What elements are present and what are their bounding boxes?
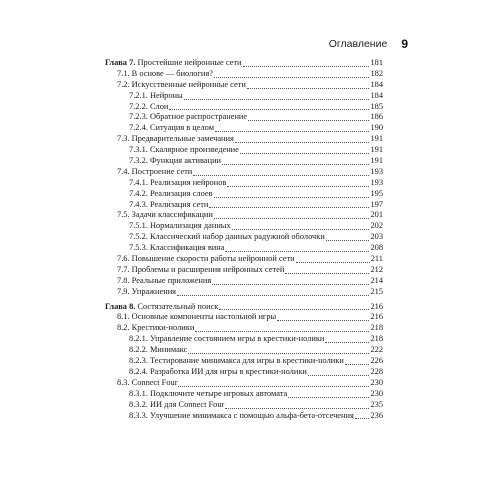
toc-entry: [105, 145, 383, 156]
toc-entry-number: 7.5.: [117, 210, 130, 220]
toc-entry-title: Реальные приложения: [131, 275, 212, 285]
toc-entry: [105, 80, 383, 91]
toc-entry-label: [117, 312, 276, 323]
toc-dot-leader: [325, 336, 369, 343]
toc-dot-leader: [243, 60, 370, 67]
toc-dot-leader: [285, 267, 369, 274]
toc-entry-title: Реализация сети: [149, 199, 209, 209]
toc-entry-label: [117, 323, 194, 334]
toc-chapter-entry: [105, 58, 383, 69]
toc-entry-label: [129, 91, 183, 102]
toc-entry-number: 7.5.2.: [129, 232, 148, 242]
toc-dot-leader: [177, 289, 369, 296]
toc-entry-page: 218: [370, 334, 383, 344]
toc-entry: [105, 134, 383, 145]
toc-entry-page: 216: [370, 312, 383, 322]
toc-entry-title: Основные компоненты настольной игры: [131, 312, 277, 322]
toc-entry-page: 181: [370, 58, 383, 67]
toc-entry-title: Слои: [149, 101, 169, 111]
toc-entry-number: 7.4.3.: [129, 199, 148, 209]
toc-entry-page: 211: [370, 254, 383, 264]
toc-dot-leader: [296, 256, 370, 263]
toc-dot-leader: [215, 125, 369, 132]
toc-dot-leader: [222, 158, 369, 165]
toc-entry-title: Реализация слоев: [149, 188, 213, 198]
toc-dot-leader: [212, 278, 369, 285]
toc-entry-page: 208: [370, 243, 383, 253]
toc-entry-title: Реализация нейронов: [149, 177, 227, 187]
toc-entry-label: [129, 367, 307, 378]
toc-entry-title: Состязательный поиск: [137, 301, 219, 311]
toc-entry-title: Построение сети: [131, 166, 193, 176]
toc-entry-label: [129, 112, 247, 123]
toc-entry: [105, 69, 383, 80]
toc-entry: [105, 167, 383, 178]
toc-entry-page: 185: [370, 101, 383, 111]
toc-entry: [105, 367, 383, 378]
toc-entry-title: Connect Four: [131, 377, 178, 387]
toc-entry-number: 7.3.2.: [129, 156, 148, 166]
toc-entry: [105, 265, 383, 276]
toc-entry-page: 230: [370, 377, 383, 387]
toc-entry-label: [117, 287, 176, 298]
toc-entry-label: [105, 58, 242, 69]
toc-dot-leader: [209, 201, 369, 208]
toc-entry-number: 8.2.3.: [129, 356, 148, 366]
toc-entry-number: Глава 8.: [105, 301, 136, 311]
toc-entry-title: Задачи классификации: [131, 210, 213, 220]
toc-entry-number: 8.2.1.: [129, 334, 148, 344]
toc-dot-leader: [195, 325, 369, 332]
toc-entry-number: 7.1.: [117, 68, 130, 78]
toc-entry-page: 201: [370, 210, 383, 220]
toc-entry-page: 216: [370, 301, 383, 311]
page-number: 9: [401, 37, 408, 51]
running-head-title: Оглавление: [328, 38, 388, 50]
toc-dot-leader: [232, 223, 370, 230]
toc-dot-leader: [225, 245, 369, 252]
toc-entry-label: [129, 243, 224, 254]
toc-entry-title: Повышение скорости работы нейронной сети: [131, 254, 295, 264]
toc-entry-number: 7.2.3.: [129, 112, 148, 122]
toc-entry-page: 222: [370, 345, 383, 355]
toc-entry-title: Функция активации: [149, 156, 222, 166]
toc-entry-page: 215: [370, 286, 383, 296]
toc-dot-leader: [288, 391, 369, 398]
toc-entry-label: [117, 378, 177, 389]
toc-dot-leader: [214, 191, 370, 198]
toc-dot-leader: [227, 180, 369, 187]
toc-entry-label: [129, 400, 224, 411]
toc-entry: [105, 356, 383, 367]
toc-dot-leader: [235, 136, 370, 143]
toc-entry-number: 7.2.4.: [129, 123, 148, 133]
toc-entry-page: 191: [370, 156, 383, 166]
toc-entry-number: 7.3.: [117, 134, 130, 144]
toc-entry-page: 184: [370, 90, 383, 100]
toc-entry-number: 7.4.: [117, 166, 130, 176]
toc-dot-leader: [193, 169, 369, 176]
toc-entry-page: 235: [370, 399, 383, 409]
toc-dot-leader: [169, 103, 369, 110]
toc-entry-label: [129, 200, 208, 211]
toc-entry-label: [117, 134, 234, 145]
toc-entry-label: [117, 210, 213, 221]
toc-entry: [105, 323, 383, 334]
toc-entry-page: 214: [370, 275, 383, 285]
toc-entry-title: Проблемы и расширения нейронных сетей: [131, 264, 285, 274]
toc-entry-page: 228: [370, 366, 383, 376]
toc-dot-leader: [188, 347, 369, 354]
toc-entry-title: Искусственные нейронные сети: [131, 79, 246, 89]
toc-entry-title: Крестики-нолики: [131, 323, 195, 333]
toc-entry: [105, 411, 383, 422]
toc-entry-title: Нейроны: [149, 90, 183, 100]
toc-entry: [105, 221, 383, 232]
toc-entry-page: 182: [370, 68, 383, 78]
toc-entry: [105, 389, 383, 400]
toc-entry-label: [129, 156, 221, 167]
toc-entry-page: 193: [370, 177, 383, 187]
toc-entry-number: 8.3.3.: [129, 410, 148, 420]
toc-entry: [105, 400, 383, 411]
toc-entry-title: Скалярное произведение: [149, 145, 239, 155]
toc-entry-label: [129, 345, 187, 356]
toc-entry-label: [129, 356, 344, 367]
toc-entry-label: [129, 189, 213, 200]
toc-entry-page: 191: [370, 134, 383, 144]
toc-entry-number: 7.3.1.: [129, 145, 148, 155]
toc-entry-label: [129, 411, 354, 422]
toc-entry: [105, 287, 383, 298]
toc-entry-page: 190: [370, 123, 383, 133]
toc-entry-title: Классический набор данных радужной оболочки: [149, 232, 325, 242]
toc-entry: [105, 276, 383, 287]
toc-dot-leader: [184, 93, 370, 100]
toc-entry-title: Разработка ИИ для игры в крестики-нолики: [149, 366, 307, 376]
toc-entry-title: Подключите четыре игровых автомата: [149, 388, 288, 398]
toc-entry-page: 195: [370, 188, 383, 198]
toc-entry-number: 8.3.: [117, 377, 130, 387]
toc-entry-number: 8.1.: [117, 312, 130, 322]
toc-entry-title: Управление состоянием игры в крестики-нолики: [149, 334, 325, 344]
toc-dot-leader: [277, 314, 369, 321]
toc-dot-leader: [247, 82, 370, 89]
toc-dot-leader: [219, 303, 369, 310]
toc-entry-title: В основе — биология?: [131, 68, 213, 78]
toc-entry-number: 7.2.: [117, 79, 130, 89]
toc-dot-leader: [308, 369, 370, 376]
toc-entry-label: [117, 80, 246, 91]
toc-entry-title: Тестирование минимакса для игры в крестики-нолики: [149, 356, 344, 366]
toc-entry-title: Нормализация данных: [149, 221, 231, 231]
toc-entry-label: [129, 334, 324, 345]
toc-entry: [105, 312, 383, 323]
toc-entry-title: Предварительные замечания: [131, 134, 234, 144]
toc-dot-leader: [345, 358, 370, 365]
toc-dot-leader: [240, 147, 370, 154]
toc-entry-number: 7.5.3.: [129, 243, 148, 253]
toc-entry-label: [129, 178, 226, 189]
toc-entry-label: [117, 276, 211, 287]
toc-entry-page: 202: [370, 221, 383, 231]
toc-entry-title: Улучшение минимакса с помощью альфа-бета-отсечения: [149, 410, 354, 420]
page-header: [105, 37, 408, 51]
toc-entry-number: 8.2.: [117, 323, 130, 333]
toc-entry-number: 7.4.1.: [129, 177, 148, 187]
toc-entry-label: [117, 254, 295, 265]
toc-entry-page: 193: [370, 166, 383, 176]
toc-entry-label: [129, 221, 231, 232]
toc-entry-page: 197: [370, 199, 383, 209]
toc-entry-number: 8.3.1.: [129, 388, 148, 398]
toc-entry-title: ИИ для Connect Four: [149, 399, 225, 409]
toc-dot-leader: [214, 71, 369, 78]
toc-entry-number: 7.4.2.: [129, 188, 148, 198]
toc-entry-label: [129, 389, 287, 400]
toc-chapter-entry: [105, 302, 383, 313]
toc-entry-title: Упражнения: [131, 286, 177, 296]
toc-entry: [105, 345, 383, 356]
toc-entry-label: [105, 302, 218, 313]
toc-entry: [105, 91, 383, 102]
toc-entry-page: 191: [370, 145, 383, 155]
toc-entry-number: 7.7.: [117, 264, 130, 274]
toc-entry-title: Минимакс: [149, 345, 188, 355]
toc-entry: [105, 112, 383, 123]
toc-entry: [105, 334, 383, 345]
toc-entry-number: 8.3.2.: [129, 399, 148, 409]
toc-dot-leader: [248, 114, 369, 121]
toc-entry-number: 7.6.: [117, 254, 130, 264]
table-of-contents: [105, 58, 383, 421]
toc-dot-leader: [225, 402, 369, 409]
toc-entry-label: [129, 123, 214, 134]
toc-entry-number: 7.2.2.: [129, 101, 148, 111]
toc-entry: [105, 378, 383, 389]
toc-dot-leader: [214, 212, 370, 219]
toc-entry-page: 236: [370, 410, 383, 420]
toc-entry: [105, 102, 383, 113]
toc-entry: [105, 178, 383, 189]
toc-entry: [105, 243, 383, 254]
toc-entry: [105, 189, 383, 200]
toc-entry-title: Классификация вина: [149, 243, 225, 253]
toc-entry-number: 8.2.4.: [129, 366, 148, 376]
toc-entry-title: Простейшие нейронные сети: [137, 58, 242, 67]
toc-entry-number: Глава 7.: [105, 58, 136, 67]
toc-entry-label: [117, 69, 213, 80]
toc-entry: [105, 232, 383, 243]
toc-entry-page: 226: [370, 356, 383, 366]
toc-entry-label: [117, 167, 192, 178]
toc-entry-number: 7.9.: [117, 286, 130, 296]
toc-entry-number: 7.8.: [117, 275, 130, 285]
toc-entry-title: Ситуация в целом: [149, 123, 215, 133]
toc-entry: [105, 200, 383, 211]
toc-entry-label: [129, 102, 168, 113]
toc-entry-label: [117, 265, 284, 276]
toc-entry: [105, 123, 383, 134]
toc-entry-title: Обратное распространение: [149, 112, 248, 122]
toc-entry-label: [129, 232, 325, 243]
toc-entry-number: 7.5.1.: [129, 221, 148, 231]
toc-dot-leader: [355, 412, 370, 419]
toc-entry-label: [129, 145, 239, 156]
toc-dot-leader: [326, 234, 370, 241]
toc-entry: [105, 156, 383, 167]
toc-dot-leader: [178, 380, 369, 387]
toc-entry-page: 203: [370, 232, 383, 242]
toc-entry-page: 184: [370, 79, 383, 89]
toc-entry: [105, 254, 383, 265]
toc-entry-page: 186: [370, 112, 383, 122]
toc-entry: [105, 210, 383, 221]
toc-entry-page: 218: [370, 323, 383, 333]
toc-entry-page: 230: [370, 388, 383, 398]
toc-entry-number: 8.2.2.: [129, 345, 148, 355]
toc-entry-page: 212: [370, 264, 383, 274]
toc-entry-number: 7.2.1.: [129, 90, 148, 100]
